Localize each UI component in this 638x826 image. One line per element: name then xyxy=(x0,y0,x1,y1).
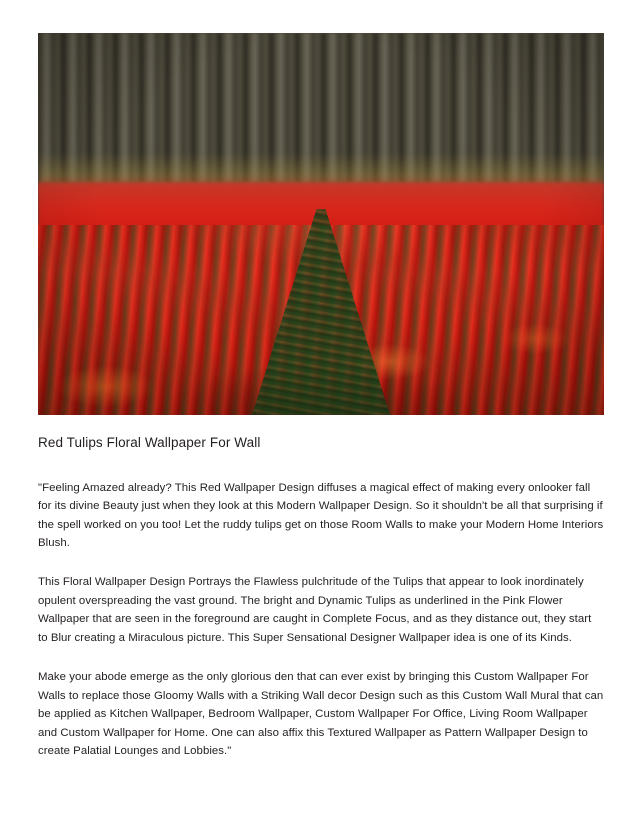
photo-vignette xyxy=(38,33,604,415)
page-content xyxy=(38,33,604,772)
body-paragraph-1: "Feeling Amazed already? This Red Wallpaper Design diffuses a magical effect of making every onlooker fall for its divine Beauty just when they look at this Modern Wallpaper Design. So it shouldn't be all that surprising if the spell worked on you too! Let the ruddy tulips get on those Room Walls to make your Modern Home Interiors Blush. xyxy=(38,481,604,549)
red-tulips-field-photo xyxy=(38,33,604,415)
figure-caption: Red Tulips Floral Wallpaper For Wall xyxy=(38,435,261,450)
body-paragraph-3: Make your abode emerge as the only glorious den that can ever exist by bringing this Custom Wallpaper For Walls to replace those Gloomy Walls with a Striking Wall decor Design such as this Custom Wall Mural that can be applied as Kitchen Wallpaper, Bedroom Wallpaper, Custom Wallpaper For Office, Living Room Wallpaper and Custom Wallpaper for Home. One can also affix this Textured Wallpaper as Pattern Wallpaper Design to create Palatial Lounges and Lobbies." xyxy=(38,671,604,758)
body-paragraph-2: This Floral Wallpaper Design Portrays the Flawless pulchritude of the Tulips that appear to look inordinately opulent overspreading the vast ground. The bright and Dynamic Tulips as underlined in the Pink Flower Wallpaper that are seen in the foreground are caught in Complete Focus, and as they distance out, they start to Blur creating a Miraculous picture. This Super Sensational Designer Wallpaper idea is one of its Kinds. xyxy=(38,576,592,644)
